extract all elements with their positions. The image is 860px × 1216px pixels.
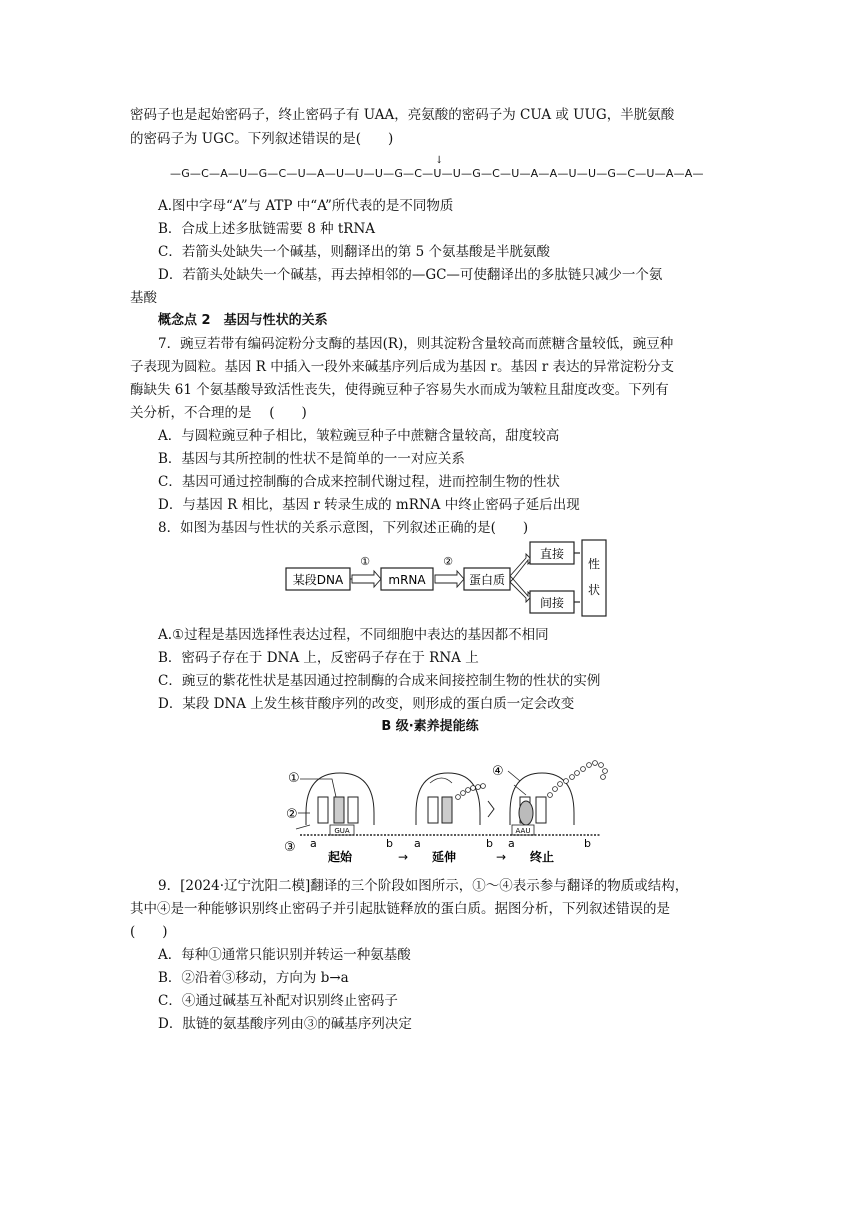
stage-label-termination: 终止 xyxy=(530,850,555,864)
dna-box xyxy=(286,568,350,590)
q6-option-c: C．若箭头处缺失一个碱基，则翻译出的第 5 个氨基酸是半胱氨酸 xyxy=(158,244,551,260)
q7-option-c: C．基因可通过控制酶的合成来控制代谢过程，进而控制生物的性状 xyxy=(158,474,560,490)
end-b-2: b xyxy=(486,837,493,850)
direct-label: 直接 xyxy=(539,547,565,561)
stage-arrow-2: → xyxy=(496,850,507,864)
q8-stem: 8．如图为基因与性状的关系示意图，下列叙述正确的是( ) xyxy=(158,520,529,536)
gene-trait-diagram xyxy=(280,538,620,620)
q7-stem-line-1: 7．豌豆若带有编码淀粉分支酶的基因(R)，则其淀粉含量较高而蔗糖含量较低，豌豆种 xyxy=(158,336,674,352)
q8-option-c: C．豌豆的紫花性状是基因通过控制酶的合成来间接控制生物的性状的实例 xyxy=(158,673,601,689)
stage-label-elongation: 延伸 xyxy=(432,850,457,864)
stage-initiation xyxy=(296,773,374,835)
section-heading-concept-2: 概念点 2 基因与性状的关系 xyxy=(158,313,328,328)
stage-arrow-1: → xyxy=(398,850,409,864)
process-2-label: ② xyxy=(443,555,453,568)
intro-line-2: 的密码子为 UGC。下列叙述错误的是( ) xyxy=(130,131,394,147)
end-b-3: b xyxy=(584,837,591,850)
end-a-3: a xyxy=(508,837,515,850)
label-1: ① xyxy=(288,771,300,786)
dna-label: 某段DNA xyxy=(292,573,344,587)
q7-stem-line-4: 关分析，不合理的是 ( ) xyxy=(130,405,307,421)
sequence-arrow: ↓ xyxy=(435,155,444,166)
protein-label: 蛋白质 xyxy=(468,573,506,587)
q6-option-a: A.图中字母“A”与 ATP 中“A”所代表的是不同物质 xyxy=(158,198,454,214)
protein-box xyxy=(464,568,510,590)
q9-option-d: D．肽链的氨基酸序列由③的碱基序列决定 xyxy=(158,1016,412,1032)
q7-option-b: B．基因与其所控制的性状不是简单的一一对应关系 xyxy=(158,451,465,467)
mrna-sequence: —G—C—A—U—G—C—U—A—U—U—U—G—C—U—U—G—C—U—A—A—U—U—G—C—U—A—A— xyxy=(170,167,704,180)
q6-option-d-line-1: D．若箭头处缺失一个碱基，再去掉相邻的—GC—可使翻译出的多肽链只减少一个氨 xyxy=(158,267,663,283)
label-2: ② xyxy=(286,807,298,822)
end-a-1: a xyxy=(310,837,317,850)
branch-arrows xyxy=(510,554,532,602)
q8-option-a: A.①过程是基因选择性表达过程，不同细胞中表达的基因都不相同 xyxy=(158,627,549,643)
stop-codon-label: AAU xyxy=(515,827,531,835)
trait-box xyxy=(582,540,606,616)
label-3: ③ xyxy=(284,840,296,855)
q9-option-a: A．每种①通常只能识别并转运一种氨基酸 xyxy=(158,947,411,963)
direct-box xyxy=(530,542,574,564)
label-4: ④ xyxy=(492,764,504,779)
q9-stem-line-3: ( ) xyxy=(130,924,168,940)
q8-option-d: D．某段 DNA 上发生核苷酸序列的改变，则形成的蛋白质一定会改变 xyxy=(158,696,575,712)
mrna-box xyxy=(381,568,433,590)
q7-option-a: A．与圆粒豌豆种子相比，皱粒豌豆种子中蔗糖含量较高，甜度较高 xyxy=(158,428,560,444)
indirect-label: 间接 xyxy=(539,596,565,610)
process-1-arrow xyxy=(350,555,381,587)
mrna-label: mRNA xyxy=(388,573,426,587)
q9-option-b: B．②沿着③移动，方向为 b→a xyxy=(158,970,349,986)
indirect-box xyxy=(530,591,574,613)
q7-stem-line-3: 酶缺失 61 个氨基酸导致活性丧失，使得豌豆种子容易失水而成为皱粒且甜度改变。下列有 xyxy=(130,382,669,398)
process-1-label: ① xyxy=(360,555,370,568)
q9-option-c: C．④通过碱基互补配对识别终止密码子 xyxy=(158,993,398,1009)
intro-line-1: 密码子也是起始密码子，终止密码子有 UAA，亮氨酸的密码子为 CUA 或 UUG，半胱氨酸 xyxy=(130,107,675,123)
q6-option-b: B．合成上述多肽链需要 8 种 tRNA xyxy=(158,221,376,237)
trait-label-1: 性 xyxy=(587,557,601,571)
stage-label-initiation: 起始 xyxy=(328,850,353,864)
end-a-2: a xyxy=(414,837,421,850)
q9-stem-line-1: 9．[2024·辽宁沈阳二模]翻译的三个阶段如图所示，①～④表示参与翻译的物质或结构， xyxy=(158,878,689,894)
trait-label-2: 状 xyxy=(587,583,601,597)
q7-stem-line-2: 子表现为圆粒。基因 R 中插入一段外来碱基序列后成为基因 r。基因 r 表达的异常淀粉分支 xyxy=(130,359,675,375)
translation-stages-figure xyxy=(280,755,610,867)
start-codon-label: GUA xyxy=(334,827,350,835)
q9-stem-line-2: 其中④是一种能够识别终止密码子并引起肽链释放的蛋白质。据图分析，下列叙述错误的是 xyxy=(130,901,670,917)
q6-option-d-line-2: 基酸 xyxy=(130,290,157,306)
end-b-1: b xyxy=(386,837,393,850)
q7-option-d: D．与基因 R 相比，基因 r 转录生成的 mRNA 中终止密码子延后出现 xyxy=(158,497,580,513)
level-b-heading: B 级·素养提能练 xyxy=(381,719,479,734)
q8-option-b: B．密码子存在于 DNA 上，反密码子存在于 RNA 上 xyxy=(158,650,479,666)
process-2-arrow xyxy=(435,555,464,587)
stage-termination xyxy=(508,761,607,835)
stage-elongation xyxy=(416,773,494,825)
